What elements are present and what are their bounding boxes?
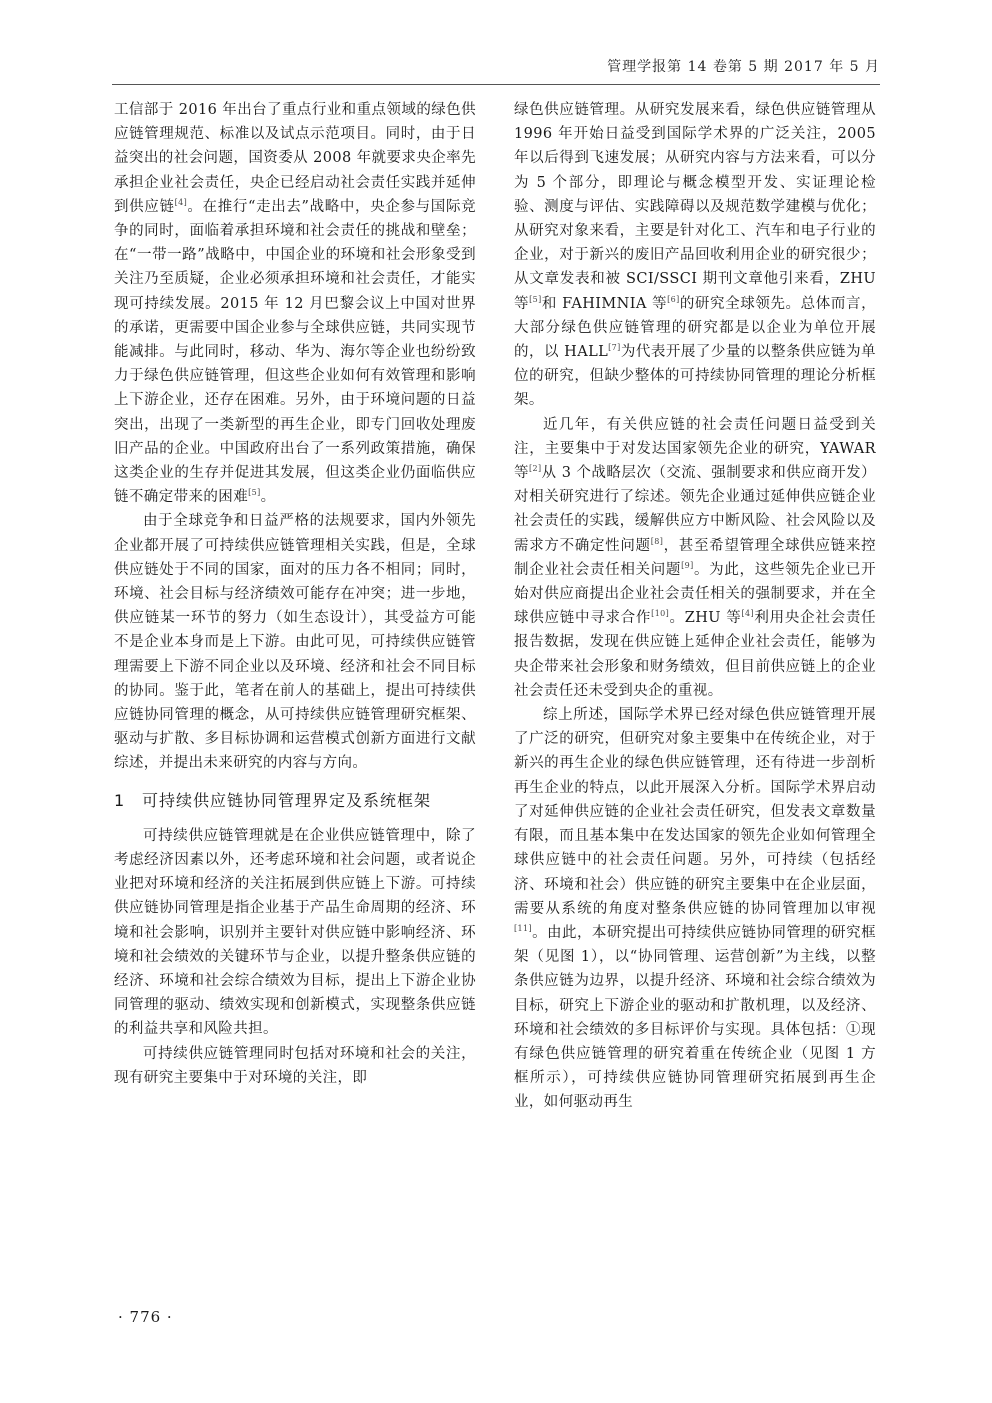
running-header: 管理学报第 14 卷第 5 期 2017 年 5 月 [607,59,880,75]
citation: [8] [650,536,664,546]
paragraph: 绿色供应链管理。从研究发展来看，绿色供应链管理从 1996 年开始日益受到国际学术界的广泛关注，2005 年以后得到飞速发展；从研究内容与方法来看，可以分为 5 个部分，即理论与概念模型开发、实证理论检验、测度与评估、实践障碍以及规范数学建模与优化；从研究对象来看，主要是针对化工、汽车和电子行业的企业，对于新兴的废旧产品回收利用企业的研究很少；从文章发表和被 SCI/SSCI 期刊文章他引来看，ZHU 等[5]和 FAHIMNIA 等[6]的研究全球领先。总体而言，大部分绿色供应链管理的研究都是以企业为单位开展的，以 HALL[7]为代表开展了少量的以整条供应链为单位的研究，但缺少整体的可持续协同管理的理论分析框架。 [514,102,876,409]
paragraph: 综上所述，国际学术界已经对绿色供应链管理开展了广泛的研究，但研究对象主要集中在传统企业，对于新兴的再生企业的绿色供应链管理，还有待进一步剖析再生企业的特点，以此开展深入分析。国际学术界启动了对延伸供应链的企业社会责任研究，但发表文章数量有限，而且基本集中在发达国家的领先企业如何管理全球供应链中的社会责任问题。另外，可持续（包括经济、环境和社会）供应链的研究主要集中在企业层面，需要从系统的角度对整条供应链的协同管理加以审视[11]。由此，本研究提出可持续供应链协同管理的研究框架（见图 1），以“协同管理、运营创新”为主线，以整条供应链为边界，以提升经济、环境和社会综合绩效为目标，研究上下游企业的驱动和扩散机理，以及经济、环境和社会绩效的多目标评价与实现。具体包括：①现有绿色供应链管理的研究着重在传统企业（见图 1 方框所示），可持续供应链协同管理研究拓展到再生企业，如何驱动再生 [514,707,876,1111]
citation: [4] [174,197,188,207]
paragraph: 可持续供应链管理就是在企业供应链管理中，除了考虑经济因素以外，还考虑环境和社会问题，或者说企业把对环境和经济的关注拓展到供应链上下游。可持续供应链协同管理是指企业基于产品生命周期的经济、环境和社会影响，识别并主要针对供应链中影响经济、环境和社会绩效的关键环节与企业，以提升整条供应链的经济、环境和社会综合绩效为目标，提出上下游企业协同管理的驱动、绩效实现和创新模式，实现整条供应链的利益共享和风险共担。 [114,827,476,1038]
citation: [5] [529,294,542,304]
header-divider [112,84,880,85]
citation: [4] [741,609,755,619]
right-column [514,98,876,1115]
paragraph: 由于全球竞争和日益严格的法规要求，国内外领先企业都开展了可持续供应链管理相关实践，但是，全球供应链处于不同的国家，面对的压力各不相同；同时，环境、社会目标与经济绩效可能存在冲突；进一步地，供应链某一环节的努力（如生态设计），其受益方可能不是企业本身而是上下游。由此可见，可持续供应链管理需要上下游不同企业以及环境、经济和社会不同目标的协同。鉴于此，笔者在前人的基础上，提出可持续供应链协同管理的概念，从可持续供应链管理研究框架、驱动与扩散、多目标协调和运营模式创新方面进行文献综述，并提出未来研究的内容与方向。 [114,513,476,772]
left-column [114,98,476,1090]
paragraph: 工信部于 2016 年出台了重点行业和重点领域的绿色供应链管理规范、标准以及试点示范项目。同时，由于日益突出的社会问题，国资委从 2008 年就要求央企率先承担企业社会责任，央企已经启动社会责任实践并延伸到供应链[4]。在推行“走出去”战略中，央企参与国际竞争的同时，面临着承担环境和社会责任的挑战和壁垒；在“一带一路”战略中，中国企业的环境和社会形象受到关注乃至质疑，企业必须承担环境和社会责任，才能实现可持续发展。2015 年 12 月巴黎会议上中国对世界的承诺，更需要中国企业参与全球供应链，共同实现节能减排。与此同时，移动、华为、海尔等企业也纷纷致力于绿色供应链管理，但这些企业如何有效管理和影响上下游企业，还存在困难。另外，由于环境问题的日益突出，出现了一类新型的再生企业，即专门回收处理废旧产品的企业。中国政府出台了一系列政策措施，确保这类企业的生存并促进其发展，但这类企业仍面临供应链不确定带来的困难[5]。 [114,102,476,506]
citation: [10] [651,609,670,619]
section-number: 1 [114,790,126,810]
paragraph: 可持续供应链管理同时包括对环境和社会的关注，现有研究主要集中于对环境的关注，即 [114,1045,476,1086]
citation: [9] [681,561,694,571]
citation: [2] [528,464,542,474]
citation: [7] [608,343,621,353]
citation: [5] [248,488,261,498]
citation: [6] [667,294,680,304]
section-heading [114,788,476,814]
page-number: · 776 · [118,1308,173,1326]
citation: [11] [514,924,533,934]
section-title: 可持续供应链协同管理界定及系统框架 [142,790,432,810]
paragraph: 近几年，有关供应链的社会责任问题日益受到关注，主要集中于对发达国家领先企业的研究，YAWAR 等[2]从 3 个战略层次（交流、强制要求和供应商开发）对相关研究进行了综述。领先企业通过延伸供应链企业社会责任的实践，缓解供应方中断风险、社会风险以及需求方不确定性问题[8]，甚至希望管理全球供应链来控制企业社会责任相关问题[9]。为此，这些领先企业已开始对供应商提出企业社会责任相关的强制要求，并在全球供应链中寻求合作[10]。ZHU 等[4]利用央企社会责任报告数据，发现在供应链上延伸企业社会责任，能够为央企带来社会形象和财务绩效，但目前供应链上的企业社会责任还未受到央企的重视。 [514,416,876,699]
